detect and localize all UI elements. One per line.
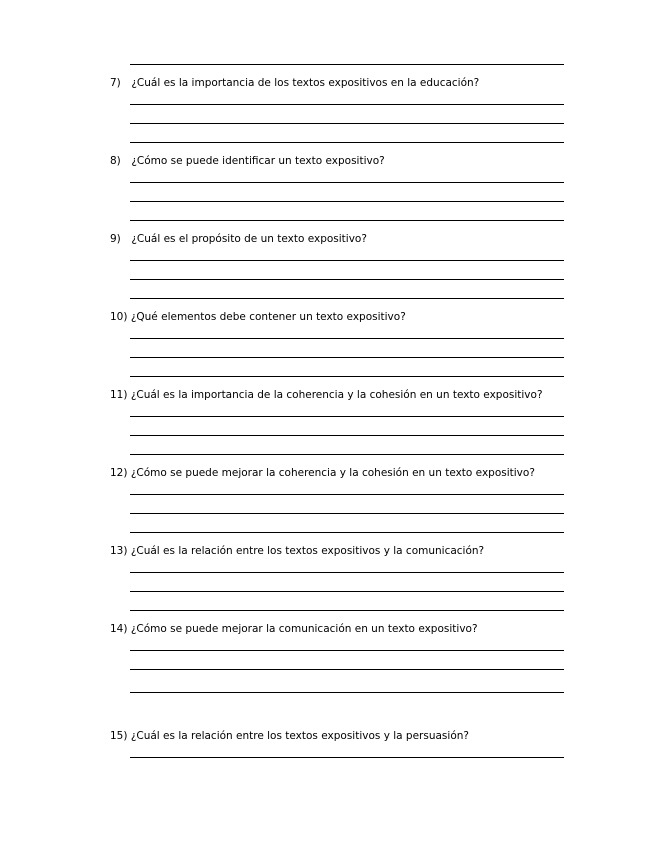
question-number: 15) [110, 730, 128, 742]
question-12 [110, 466, 535, 480]
answer-line[interactable] [130, 435, 564, 436]
answer-line[interactable] [130, 357, 564, 358]
question-text: ¿Cuál es la relación entre los textos expositivos y la persuasión? [130, 730, 469, 742]
answer-line[interactable] [130, 376, 564, 377]
answer-line[interactable] [130, 298, 564, 299]
answer-line[interactable] [130, 591, 564, 592]
answer-line[interactable] [130, 64, 564, 65]
answer-line[interactable] [130, 494, 564, 495]
question-text: ¿Cuál es la importancia de la coherencia y la cohesión en un texto expositivo? [130, 389, 543, 401]
answer-line[interactable] [130, 142, 564, 143]
answer-line[interactable] [130, 338, 564, 339]
question-number: 7) [110, 77, 121, 89]
answer-line[interactable] [130, 279, 564, 280]
answer-line[interactable] [130, 416, 564, 417]
answer-line[interactable] [130, 669, 564, 670]
answer-line[interactable] [130, 123, 564, 124]
question-number: 12) [110, 467, 128, 479]
question-text: ¿Cuál es la importancia de los textos expositivos en la educación? [131, 77, 480, 89]
question-13 [110, 544, 484, 558]
answer-line[interactable] [130, 220, 564, 221]
answer-line[interactable] [130, 757, 564, 758]
question-text: ¿Cómo se puede identificar un texto expositivo? [131, 155, 385, 167]
question-number: 8) [110, 155, 121, 167]
answer-line[interactable] [130, 692, 564, 693]
question-8 [110, 154, 385, 168]
question-number: 9) [110, 233, 121, 245]
question-text: ¿Cuál es el propósito de un texto expositivo? [131, 233, 367, 245]
question-number: 14) [110, 623, 128, 635]
question-number: 13) [110, 545, 128, 557]
answer-line[interactable] [130, 182, 564, 183]
question-text: ¿Qué elementos debe contener un texto expositivo? [130, 311, 406, 323]
question-9 [110, 232, 367, 246]
answer-line[interactable] [130, 201, 564, 202]
question-text: ¿Cómo se puede mejorar la coherencia y la cohesión en un texto expositivo? [130, 467, 535, 479]
question-11 [110, 388, 543, 402]
question-number: 10) [110, 311, 128, 323]
answer-line[interactable] [130, 572, 564, 573]
answer-line[interactable] [130, 104, 564, 105]
answer-line[interactable] [130, 260, 564, 261]
question-15 [110, 729, 469, 743]
question-7 [110, 76, 479, 90]
question-text: ¿Cómo se puede mejorar la comunicación en un texto expositivo? [130, 623, 478, 635]
question-number: 11) [110, 389, 128, 401]
answer-line[interactable] [130, 650, 564, 651]
answer-line[interactable] [130, 513, 564, 514]
question-14 [110, 622, 478, 636]
question-text: ¿Cuál es la relación entre los textos expositivos y la comunicación? [130, 545, 485, 557]
question-10 [110, 310, 406, 324]
answer-line[interactable] [130, 532, 564, 533]
answer-line[interactable] [130, 610, 564, 611]
answer-line[interactable] [130, 454, 564, 455]
